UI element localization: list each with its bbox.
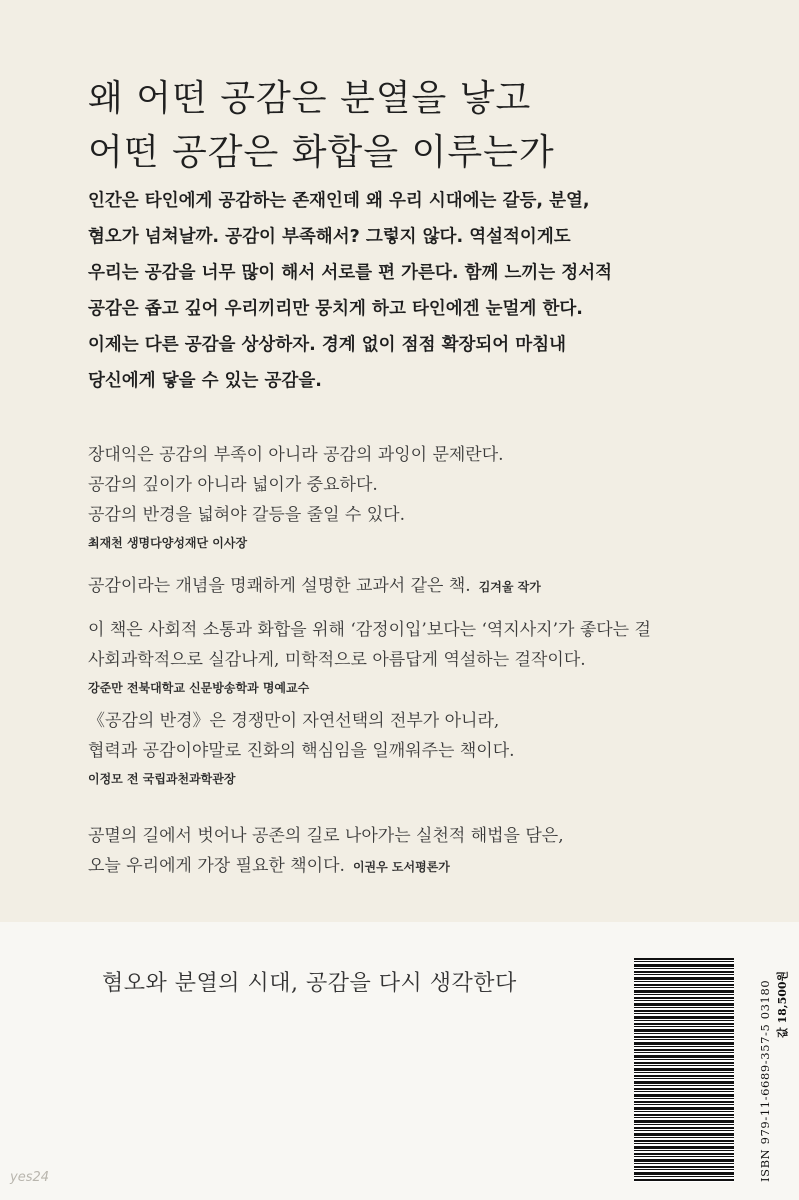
quote-line: 《공감의 반경》은 경쟁만이 자연선택의 전부가 아니라, bbox=[88, 711, 500, 731]
headline-line-1: 왜 어떤 공감은 분열을 낳고 bbox=[88, 78, 532, 119]
lead-line: 이제는 다른 공감을 상상하자. 경계 없이 점점 확장되어 마침내 bbox=[88, 335, 567, 355]
lead-line: 우리는 공감을 너무 많이 해서 서로를 편 가른다. 함께 느끼는 정서적 bbox=[88, 263, 613, 283]
endorsement-quote-1 bbox=[88, 440, 768, 554]
headline-line-2: 어떤 공감은 화합을 이루는가 bbox=[88, 132, 555, 173]
endorsement-quote-3 bbox=[88, 615, 768, 699]
quote-line: 이 책은 사회적 소통과 화합을 위해 ‘감정이입’보다는 ‘역지사지’가 좋다는 걸 bbox=[88, 620, 651, 640]
watermark-logo: yes24 bbox=[10, 1170, 50, 1185]
quote-attribution: 이정모 전 국립과천과학관장 bbox=[88, 772, 236, 786]
quote-attribution: 이권우 도서평론가 bbox=[352, 860, 450, 874]
isbn-number: ISBN 979-11-6689-357-5 03180 bbox=[758, 979, 772, 1182]
quote-line: 오늘 우리에게 가장 필요한 책이다. bbox=[88, 856, 345, 876]
lead-line: 인간은 타인에게 공감하는 존재인데 왜 우리 시대에는 갈등, 분열, bbox=[88, 191, 590, 211]
barcode-block bbox=[634, 948, 789, 1184]
quote-line: 공감이라는 개념을 명쾌하게 설명한 교과서 같은 책. bbox=[88, 576, 471, 596]
tagline: 혐오와 분열의 시대, 공감을 다시 생각한다 bbox=[102, 971, 517, 996]
endorsement-quote-5 bbox=[88, 821, 768, 882]
quote-attribution: 최재천 생명다양성재단 이사장 bbox=[88, 536, 248, 550]
quote-line: 공감의 깊이가 아니라 넓이가 중요하다. bbox=[88, 475, 378, 495]
quote-line: 협력과 공감이야말로 진화의 핵심임을 일깨워주는 책이다. bbox=[88, 741, 515, 761]
lead-line: 혐오가 넘쳐날까. 공감이 부족해서? 그렇지 않다. 역설적이게도 bbox=[88, 227, 571, 247]
endorsement-quote-4 bbox=[88, 706, 768, 790]
quote-line: 공감의 반경을 넓혀야 갈등을 줄일 수 있다. bbox=[88, 505, 406, 525]
quote-attribution: 김겨울 작가 bbox=[478, 580, 541, 594]
lead-line: 공감은 좁고 깊어 우리끼리만 뭉치게 하고 타인에겐 눈멀게 한다. bbox=[88, 299, 583, 319]
price-label: 값 18,500원 bbox=[776, 970, 789, 1038]
quote-attribution: 강준만 전북대학교 신문방송학과 명예교수 bbox=[88, 681, 310, 695]
barcode-text bbox=[738, 958, 789, 1182]
lead-paragraph bbox=[88, 183, 728, 399]
headline bbox=[88, 72, 555, 180]
lead-line: 당신에게 닿을 수 있는 공감을. bbox=[88, 371, 322, 391]
barcode-icon bbox=[634, 958, 734, 1182]
quote-line: 공멸의 길에서 벗어나 공존의 길로 나아가는 실천적 해법을 담은, bbox=[88, 826, 564, 846]
quote-line: 사회과학적으로 실감나게, 미학적으로 아름답게 역설하는 걸작이다. bbox=[88, 650, 586, 670]
endorsement-quote-2 bbox=[88, 571, 768, 602]
quote-line: 장대익은 공감의 부족이 아니라 공감의 과잉이 문제란다. bbox=[88, 445, 504, 465]
